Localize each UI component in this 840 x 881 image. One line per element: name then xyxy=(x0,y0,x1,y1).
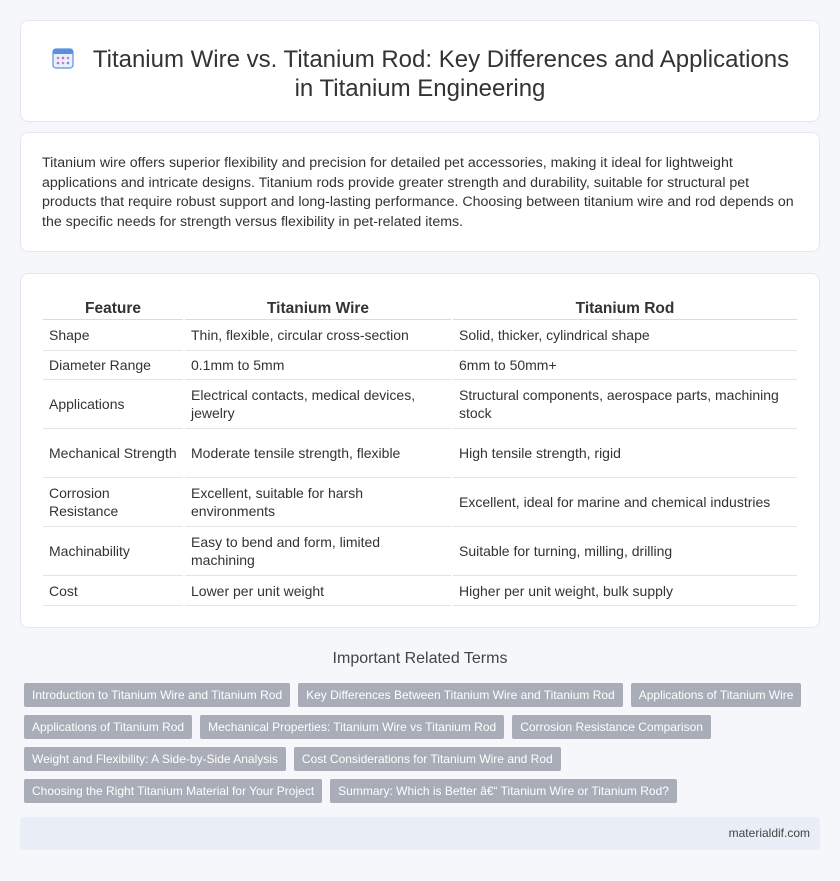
table-cell: Diameter Range xyxy=(43,351,183,380)
related-term-tag[interactable]: Mechanical Properties: Titanium Wire vs Titanium Rod xyxy=(200,715,504,739)
page-title xyxy=(21,45,819,103)
table-cell: Electrical contacts, medical devices, jewelry xyxy=(185,380,451,429)
related-term-tag[interactable]: Applications of Titanium Rod xyxy=(24,715,192,739)
related-term-tag[interactable]: Cost Considerations for Titanium Wire and Rod xyxy=(294,747,561,771)
table-cell: Mechanical Strength xyxy=(43,429,183,478)
table-cell: Moderate tensile strength, flexible xyxy=(185,429,451,478)
footer xyxy=(20,817,820,850)
related-term-tag[interactable]: Choosing the Right Titanium Material for Your Project xyxy=(24,779,322,803)
table-cell: Higher per unit weight, bulk supply xyxy=(453,576,797,606)
table-cell: Thin, flexible, circular cross-section xyxy=(185,320,451,351)
table-header-row xyxy=(43,295,797,320)
related-term-tag[interactable]: Key Differences Between Titanium Wire and Titanium Rod xyxy=(298,683,623,707)
table-cell: Excellent, suitable for harsh environments xyxy=(185,478,451,527)
table-row xyxy=(43,429,797,478)
related-term-tag[interactable]: Introduction to Titanium Wire and Titanium Rod xyxy=(24,683,290,707)
table-cell: Cost xyxy=(43,576,183,606)
table-row xyxy=(43,351,797,380)
page-title-line2: in Titanium Engineering xyxy=(294,75,546,102)
table-row xyxy=(43,320,797,351)
table-cell: Corrosion Resistance xyxy=(43,478,183,527)
related-term-tag[interactable]: Corrosion Resistance Comparison xyxy=(512,715,711,739)
table-cell: High tensile strength, rigid xyxy=(453,429,797,478)
table-cell: 6mm to 50mm+ xyxy=(453,351,797,380)
comparison-table xyxy=(41,295,799,606)
table-cell: Easy to bend and form, limited machining xyxy=(185,527,451,576)
related-term-tag[interactable]: Summary: Which is Better â€“ Titanium Wire or Titanium Rod? xyxy=(330,779,677,803)
table-cell: Machinability xyxy=(43,527,183,576)
table-row xyxy=(43,576,797,606)
table-row xyxy=(43,527,797,576)
table-cell: Applications xyxy=(43,380,183,429)
calendar-icon xyxy=(51,46,75,70)
related-term-tag[interactable]: Weight and Flexibility: A Side-by-Side Analysis xyxy=(24,747,286,771)
table-cell: Shape xyxy=(43,320,183,351)
header-card xyxy=(20,20,820,122)
table-cell: Lower per unit weight xyxy=(185,576,451,606)
table-cell: Excellent, ideal for marine and chemical industries xyxy=(453,478,797,527)
page-title-line1: Titanium Wire vs. Titanium Rod: Key Differences and Applications xyxy=(92,46,790,73)
comparison-card xyxy=(20,273,820,628)
header-titanium-rod: Titanium Rod xyxy=(453,295,797,320)
table-cell: Structural components, aerospace parts, machining stock xyxy=(453,380,797,429)
table-row xyxy=(43,380,797,429)
header-titanium-wire: Titanium Wire xyxy=(185,295,451,320)
table-row xyxy=(43,478,797,527)
related-terms-list xyxy=(24,683,814,803)
intro-text: Titanium wire offers superior flexibility and precision for detailed pet accessories, making it ideal for lightweight applications and intricate designs. Titanium rods provide greater strength and durability, suitable for structural pet products that require robust support and long-lasting performance. Choosing between titanium wire and rod depends on the specific needs for strength versus flexibility in pet-related items. xyxy=(42,155,794,230)
related-term-tag[interactable]: Applications of Titanium Wire xyxy=(631,683,802,707)
intro-card xyxy=(20,132,820,252)
related-terms-title: Important Related Terms xyxy=(332,650,508,667)
table-cell: Solid, thicker, cylindrical shape xyxy=(453,320,797,351)
header-feature: Feature xyxy=(43,295,183,320)
table-cell: 0.1mm to 5mm xyxy=(185,351,451,380)
footer-site-link[interactable]: materialdif.com xyxy=(728,826,810,840)
table-cell: Suitable for turning, milling, drilling xyxy=(453,527,797,576)
